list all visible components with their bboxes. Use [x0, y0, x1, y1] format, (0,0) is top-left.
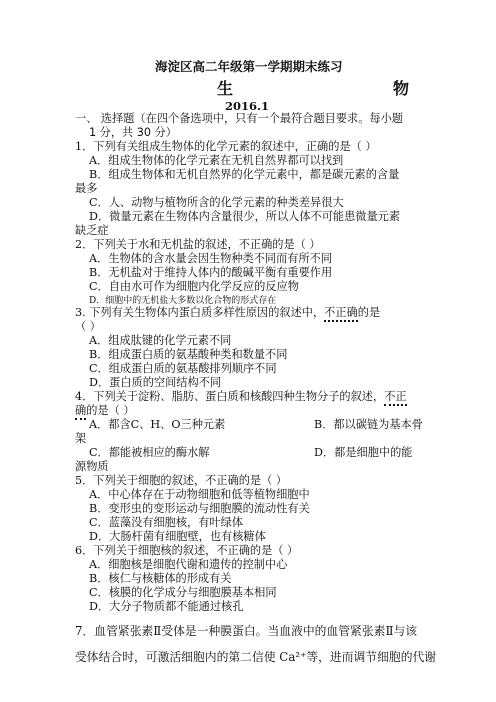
question-3-stem — [75, 306, 380, 320]
question-4-option-a: A．都含C、H、O三种元素 — [89, 418, 226, 431]
question-2-option-b: B．无机盐对于维持人体内的酸碱平衡有重要作用 — [89, 266, 333, 279]
question-7-stem-line1: 7．血管紧张素Ⅱ受体是一种膜蛋白。当血液中的血管紧张素Ⅱ与该 — [75, 624, 418, 638]
question-4-option-b-wrap: 架 — [75, 432, 87, 445]
question-4-stem-part2: 的是（ ） — [86, 404, 135, 417]
question-1-option-b: B．组成生物体和无机自然界的化学元素中，都是碳元素的含量 — [89, 168, 400, 181]
question-1-option-d: D．微量元素在生物体内含量很少，所以人体不可能患微量元素 — [89, 210, 401, 223]
question-2-option-c: C．自由水可作为细胞内化学反应的反应物 — [89, 280, 299, 293]
question-5-option-c: C．蓝藻没有细胞核，有叶绿体 — [89, 516, 243, 529]
question-3-stem-part1: 3. 下列有关生物体内蛋白质多样性原因的叙述中， — [75, 306, 325, 319]
question-1-option-b-wrap: 最多 — [75, 182, 98, 195]
question-3-stem-part2: 的是 — [357, 306, 381, 319]
question-3-option-b: B．组成蛋白质的氨基酸种类和数量不同 — [89, 348, 288, 361]
exam-title: 海淀区高二年级第一学期期末练习 — [155, 59, 343, 74]
question-5-stem: 5．下列关于细胞的叙述，不正确的是（ ） — [75, 474, 288, 487]
question-5-option-a: A．中心体存在于动物细胞和低等植物细胞中 — [89, 488, 310, 501]
question-4-stem-part1: 4．下列关于淀粉、脂肪、蛋白质和核酸四种生物分子的叙述， — [75, 390, 385, 403]
question-7-stem-line2: 受体结合时，可激活细胞内的第二信使 Ca²⁺等，进而调节细胞的代谢 — [75, 650, 437, 664]
question-6-option-a: A．细胞核是细胞代谢和遗传的控制中心 — [89, 558, 288, 571]
question-4-option-b: B．都以碳链为基本骨 — [314, 418, 423, 431]
question-1-option-d-wrap: 缺乏症 — [75, 224, 109, 237]
question-3-option-d: D．蛋白质的空间结构不同 — [89, 376, 222, 389]
exam-date: 2016.1 — [225, 99, 270, 113]
question-2-option-d: D．细胞中的无机盐大多数以化合物的形式存在 — [89, 296, 277, 306]
question-4-stem-line2 — [75, 404, 135, 418]
question-6-option-c: C．核膜的化学成分与细胞膜基本相同 — [89, 586, 277, 599]
question-4-option-d-wrap: 源物质 — [75, 460, 109, 473]
section-heading-line2: 1 分，共 30 分） — [89, 126, 177, 139]
question-5-option-b: B．变形虫的变形运动与细胞膜的流动性有关 — [89, 502, 310, 515]
question-6-option-d: D．大分子物质都不能通过核孔 — [89, 600, 244, 613]
question-4-option-c: C．都能被相应的酶水解 — [89, 446, 210, 459]
question-3-emphasis: 不正确 — [324, 306, 358, 319]
question-1-option-a: A．组成生物体的化学元素在无机自然界都可以找到 — [89, 154, 344, 167]
question-4-emphasis-end: 确 — [75, 404, 87, 417]
question-2-stem: 2．下列关于水和无机盐的叙述，不正确的是（ ） — [75, 238, 321, 251]
subject-char-right: 物 — [393, 79, 410, 98]
question-6-option-b: B．核仁与核糖体的形成有关 — [89, 572, 232, 585]
question-4-stem — [75, 390, 407, 404]
question-3-option-a: A．组成肽键的化学元素不同 — [89, 334, 232, 347]
question-3-option-c: C．组成蛋白质的氨基酸排列顺序不同 — [89, 362, 277, 375]
question-6-stem: 6．下列关于细胞核的叙述，不正确的是（ ） — [75, 544, 299, 557]
question-1-stem: 1．下列有关组成生物体的化学元素的叙述中，正确的是（ ） — [75, 140, 377, 153]
subject-char-left: 生 — [217, 79, 234, 98]
question-2-option-a: A．生物体的含水量会因生物种类不同而有所不同 — [89, 252, 333, 265]
question-1-option-c: C．人、动物与植物所含的化学元素的种类差异很大 — [89, 196, 344, 209]
section-heading-line1: 一、 选择题（在四个备选项中，只有一个最符合题目要求。每小题 — [75, 112, 403, 125]
question-5-option-d: D．大肠杆菌有细胞壁，也有核糖体 — [89, 530, 266, 543]
question-4-emphasis: 不正 — [384, 390, 407, 403]
question-3-paren: （ ） — [75, 320, 101, 333]
question-4-option-d: D．都是细胞中的能 — [314, 446, 413, 459]
